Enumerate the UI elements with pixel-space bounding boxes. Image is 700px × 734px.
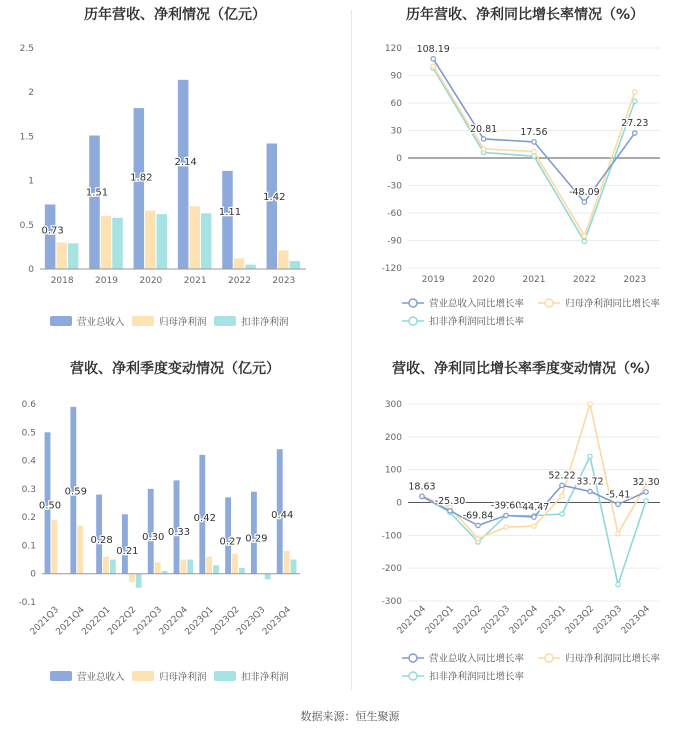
legend-label: 扣非净利润	[241, 672, 289, 683]
data-point	[588, 489, 592, 493]
bar-revenue	[222, 171, 233, 269]
bar-deducted-profit	[187, 560, 193, 574]
chart-title: 营收、净利季度变动情况（亿元）	[70, 361, 280, 377]
data-point	[582, 200, 586, 204]
quarterly-revenue-profit-chart	[0, 352, 350, 702]
bar-deducted-profit	[110, 560, 116, 574]
x-tick-label: 2023Q3	[591, 604, 625, 637]
data-label: -44.47	[518, 502, 550, 514]
y-tick-label: 90	[390, 71, 402, 82]
x-tick-label: 2019	[95, 276, 118, 286]
legend-swatch	[50, 671, 72, 681]
bar-revenue	[122, 514, 128, 573]
bar-revenue	[134, 108, 145, 269]
data-label: -48.09	[569, 187, 600, 199]
data-label: 0.42	[193, 513, 216, 525]
data-point	[616, 502, 620, 506]
legend-marker	[409, 672, 417, 680]
data-label: 2.14	[174, 156, 197, 168]
series-line-deducted-profit	[422, 457, 646, 585]
y-tick-label: 0	[30, 569, 36, 580]
x-tick-label: 2021	[522, 275, 546, 285]
bar-revenue	[45, 204, 56, 269]
legend-swatch	[50, 316, 72, 326]
y-tick-label: 300	[384, 400, 402, 410]
legend-label: 扣非净利润同比增长率	[429, 316, 525, 328]
annual-revenue-profit-chart	[0, 0, 350, 350]
legend-label: 归母净利润同比增长率	[565, 298, 661, 310]
legend-marker	[409, 654, 417, 662]
legend-label: 营业总收入同比增长率	[429, 298, 525, 310]
x-tick-label: 2022Q1	[423, 604, 457, 637]
data-label: 1.11	[218, 207, 242, 219]
legend-label: 归母净利润	[159, 672, 207, 683]
quarterly-revenue-profit-panel	[0, 352, 350, 702]
chart-title: 营收、净利同比增长率季度变动情况（%）	[391, 361, 659, 377]
y-tick-label: -60	[387, 209, 402, 219]
data-point	[588, 454, 592, 458]
data-label: 0.29	[245, 533, 268, 545]
data-label: 0.59	[64, 486, 87, 498]
data-label: 17.56	[520, 126, 548, 138]
x-tick-label: 2022Q3	[131, 605, 165, 638]
legend-label: 营业总收入	[77, 317, 125, 328]
bar-net-profit	[278, 250, 289, 269]
data-label: 33.72	[576, 476, 604, 488]
x-tick-label: 2020	[472, 275, 496, 285]
bar-revenue	[178, 80, 189, 269]
bar-deducted-profit	[136, 574, 142, 588]
x-tick-label: 2022	[572, 275, 596, 285]
x-tick-label: 2018	[50, 276, 74, 286]
data-point	[532, 149, 536, 153]
data-point	[633, 99, 637, 103]
data-label: 0.28	[90, 534, 113, 546]
data-point	[560, 483, 564, 487]
y-tick-label: -100	[381, 531, 402, 542]
data-point	[481, 137, 485, 141]
chart-title: 历年营收、净利同比增长率情况（%）	[405, 7, 645, 23]
y-tick-label: 100	[384, 465, 402, 476]
bar-net-profit	[129, 574, 135, 582]
x-tick-label: 2022	[228, 276, 251, 286]
bar-net-profit	[189, 206, 200, 269]
data-point	[448, 509, 452, 513]
bar-deducted-profit	[201, 213, 212, 269]
x-tick-label: 2021Q3	[28, 605, 62, 638]
bar-deducted-profit	[112, 218, 123, 269]
data-label: -5.41	[605, 489, 631, 501]
y-tick-label: 1.5	[19, 132, 34, 143]
bar-net-profit	[101, 216, 112, 269]
bar-deducted-profit	[239, 568, 245, 574]
data-point	[476, 523, 480, 527]
data-label: 20.81	[469, 123, 498, 135]
x-tick-label: 2023Q1	[183, 605, 216, 638]
y-tick-label: 0.5	[21, 428, 36, 439]
y-tick-label: 1	[28, 176, 34, 187]
data-label: 0.73	[41, 225, 64, 237]
data-point	[431, 64, 435, 68]
y-tick-label: 0.6	[21, 400, 36, 410]
data-label: 0.44	[271, 509, 294, 521]
bar-revenue	[267, 143, 278, 269]
legend-swatch	[214, 316, 236, 326]
x-tick-label: 2023Q4	[260, 605, 294, 638]
x-tick-label: 2021Q4	[395, 604, 429, 637]
x-tick-label: 2021Q4	[54, 605, 87, 638]
legend-label: 归母净利润	[159, 317, 207, 328]
bar-net-profit	[103, 557, 109, 574]
data-label: 1.51	[85, 187, 109, 199]
y-tick-label: -300	[381, 597, 402, 607]
data-source: 数据来源：恒生聚源	[300, 710, 400, 723]
data-point	[582, 239, 586, 243]
x-tick-label: 2022Q4	[507, 604, 541, 637]
legend-label: 扣非净利润	[241, 317, 289, 328]
data-label: 18.63	[408, 481, 436, 493]
y-tick-label: 200	[384, 432, 402, 443]
bar-net-profit	[56, 242, 67, 269]
data-label: 27.23	[621, 118, 649, 130]
quarterly-growth-rate-panel	[350, 352, 700, 702]
x-tick-label: 2022Q4	[157, 605, 191, 638]
data-point	[504, 525, 508, 529]
data-label: 1.82	[130, 172, 153, 184]
data-point	[616, 582, 620, 586]
legend-marker	[409, 317, 417, 325]
data-point	[560, 494, 564, 498]
y-tick-label: 0	[28, 265, 34, 275]
y-tick-label: -90	[387, 236, 402, 247]
x-tick-label: 2023Q4	[619, 604, 653, 637]
bar-net-profit	[232, 554, 238, 574]
y-tick-label: 2	[28, 88, 34, 99]
legend-label: 扣非净利润同比增长率	[429, 671, 525, 683]
y-tick-label: 0.2	[21, 513, 36, 524]
x-tick-label: 2023Q2	[563, 604, 597, 637]
data-point	[504, 513, 508, 517]
bar-deducted-profit	[265, 574, 271, 580]
y-tick-label: -200	[381, 564, 402, 575]
data-label: 0.33	[167, 527, 191, 539]
data-label: 0.30	[142, 531, 165, 543]
data-point	[644, 490, 648, 494]
data-point	[633, 131, 637, 135]
data-label: 108.19	[416, 43, 450, 55]
data-point	[532, 140, 536, 144]
data-point	[532, 515, 536, 519]
data-label: 0.27	[219, 536, 242, 548]
x-tick-label: 2023Q2	[209, 605, 242, 638]
legend-swatch	[132, 671, 154, 681]
annual-growth-rate-panel	[350, 0, 700, 350]
legend-marker	[409, 299, 417, 307]
data-point	[582, 234, 586, 238]
bar-deducted-profit	[291, 560, 297, 574]
data-point	[431, 57, 435, 61]
bar-deducted-profit	[290, 261, 301, 269]
data-label: 0.21	[116, 545, 139, 557]
bar-revenue	[89, 136, 100, 269]
y-tick-label: 0	[396, 498, 402, 509]
x-tick-label: 2023	[623, 275, 647, 285]
data-point	[532, 524, 536, 528]
data-label: 52.22	[548, 470, 576, 482]
y-tick-label: 0.5	[19, 220, 34, 231]
y-tick-label: -30	[387, 181, 402, 192]
x-tick-label: 2021	[183, 276, 207, 286]
quarterly-growth-rate-chart	[350, 352, 700, 702]
chart-title: 历年营收、净利情况（亿元）	[84, 7, 266, 23]
data-label: 1.42	[263, 191, 286, 203]
bar-net-profit	[77, 526, 83, 574]
legend-label: 营业总收入	[77, 672, 125, 683]
x-tick-label: 2022Q2	[451, 604, 485, 637]
bar-deducted-profit	[213, 565, 219, 573]
data-label: -39.60	[490, 500, 522, 512]
bar-net-profit	[206, 557, 212, 574]
annual-growth-rate-chart	[350, 0, 700, 350]
x-tick-label: 2022Q1	[80, 605, 113, 638]
data-point	[420, 494, 424, 498]
y-tick-label: 0.4	[21, 456, 36, 467]
legend-marker	[545, 299, 553, 307]
y-tick-label: 2.5	[19, 44, 34, 54]
x-tick-label: 2023Q3	[235, 605, 268, 638]
data-point	[633, 90, 637, 94]
bar-net-profit	[155, 562, 161, 573]
bar-deducted-profit	[245, 265, 256, 269]
bar-net-profit	[145, 211, 156, 269]
data-label: -69.84	[462, 510, 494, 522]
data-label: 32.30	[632, 476, 660, 488]
y-tick-label: 0.1	[21, 541, 36, 552]
x-tick-label: 2023Q1	[535, 604, 569, 637]
x-tick-label: 2022Q2	[106, 605, 139, 638]
legend-swatch	[132, 316, 154, 326]
bar-net-profit	[180, 560, 186, 574]
y-tick-label: 0.3	[21, 484, 36, 495]
x-tick-label: 2020	[139, 276, 163, 286]
data-point	[588, 402, 592, 406]
legend-label: 归母净利润同比增长率	[565, 653, 661, 665]
y-tick-label: 30	[390, 126, 402, 137]
data-label: 0.50	[38, 500, 62, 512]
y-tick-label: -120	[381, 264, 402, 274]
legend-marker	[545, 654, 553, 662]
y-tick-label: 0	[396, 154, 402, 164]
bar-net-profit	[284, 551, 290, 574]
legend-label: 营业总收入同比增长率	[429, 653, 525, 665]
y-tick-label: 120	[384, 44, 402, 54]
legend-swatch	[214, 671, 236, 681]
bar-deducted-profit	[157, 214, 168, 269]
bar-net-profit	[234, 258, 245, 269]
data-point	[481, 147, 485, 151]
data-point	[616, 531, 620, 535]
y-tick-label: -0.1	[18, 598, 36, 608]
x-tick-label: 2022Q3	[479, 604, 513, 637]
x-tick-label: 2023	[272, 276, 296, 286]
bar-net-profit	[51, 520, 57, 574]
data-point	[476, 536, 480, 540]
annual-revenue-profit-panel	[0, 0, 350, 350]
data-point	[644, 499, 648, 503]
data-label: -25.30	[434, 495, 466, 507]
data-point	[560, 512, 564, 516]
x-tick-label: 2019	[421, 275, 445, 285]
y-tick-label: 60	[390, 99, 402, 109]
bar-deducted-profit	[68, 243, 79, 269]
